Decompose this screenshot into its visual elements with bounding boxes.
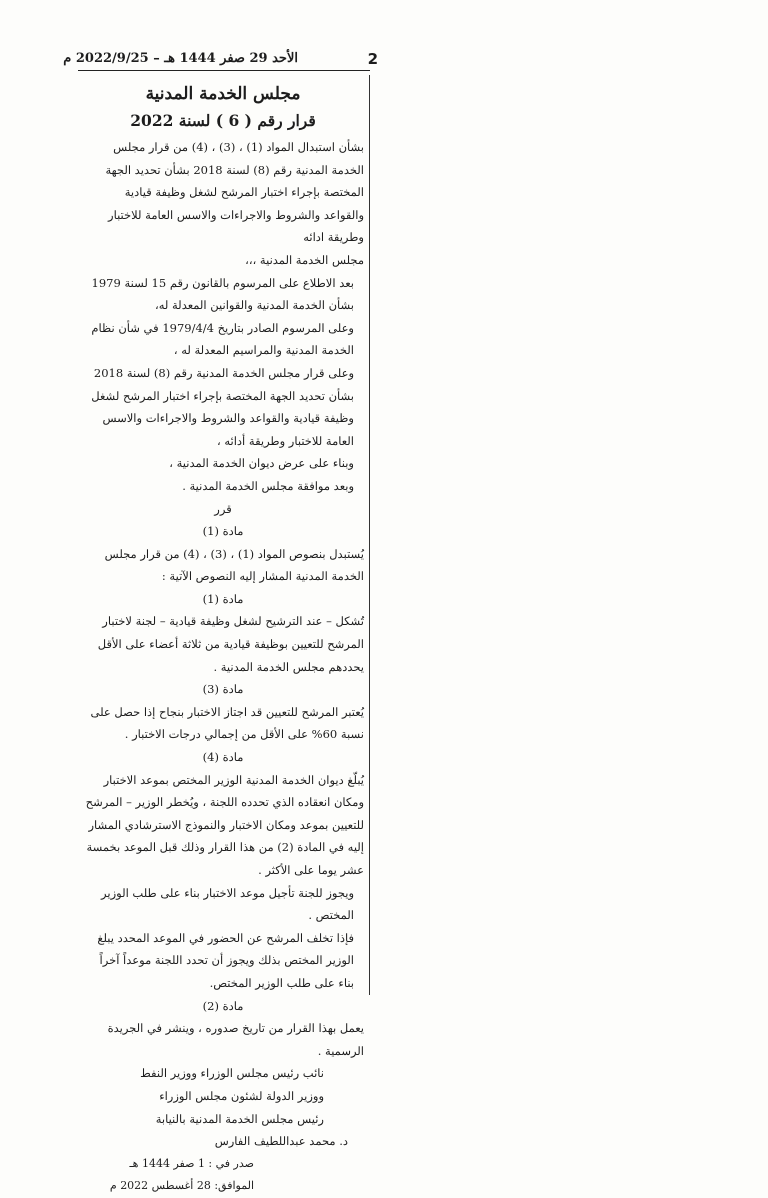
- preamble-approval: وبعد موافقة مجلس الخدمة المدنية .: [182, 478, 354, 493]
- decided-heading: قرر: [214, 501, 232, 516]
- article-1-heading: مادة (1): [202, 524, 244, 539]
- new-article-4-text: يُبلّغ ديوان الخدمة المدنية الوزير المختص بموعد الاختبار ومكان انعقاده الذي تحدده اللجنة ، ويُخطر الوزير – المرشح للتعيين بموعد ومكان الاختبار والنموذج الاسترشادي المشار إليه في المادة (2) من هذا القرار وذلك قبل الموعد بخمسة عشر يوما على الأكثر .: [85, 772, 364, 877]
- preamble-decision: وعلى قرار مجلس الخدمة المدنية رقم (8) لسنة 2018 بشأن تحديد الجهة المختصة بإجراء اختبار المرشح لشغل وظيفة قيادية والقواعد والشروط والاجراءات والاسس العامة للاختبار وطريقة أدائه ،: [91, 365, 354, 448]
- preamble-law: بعد الاطلاع على المرسوم بالقانون رقم 15 لسنة 1979 بشأن الخدمة المدنية والقوانين المعدلة له،: [91, 275, 354, 313]
- header-date: الأحد 29 صفر 1444 هـ – 2022/9/25 م: [63, 51, 298, 66]
- column-divider: [369, 75, 370, 995]
- issued-date-gregorian: الموافق: 28 أغسطس 2022 م: [109, 1179, 254, 1193]
- preamble-decree: وعلى المرسوم الصادر بتاريخ 1979/4/4 في شأن نظام الخدمة المدنية والمراسيم المعدلة له ،: [91, 320, 354, 358]
- new-article-4-absence: فإذا تخلف المرشح عن الحضور في الموعد المحدد يبلغ الوزير المختص بذلك ويجوز أن تحدد اللجنة موعداً آخراً بناء على طلب الوزير المختص.: [97, 930, 354, 990]
- new-article-1-text: تُشكل – عند الترشيح لشغل وظيفة قيادية – لجنة لاختبار المرشح للتعيين بوظيفة قيادية من ثلاثة أعضاء على الأقل يحددهم مجلس الخدمة المدنية .: [97, 614, 364, 674]
- council-address: مجلس الخدمة المدنية ،،،: [245, 252, 364, 267]
- page-header: [63, 50, 378, 72]
- council-title: مجلس الخدمة المدنية: [145, 84, 301, 104]
- decision-subject: بشأن استبدال المواد (1) ، (3) ، (4) من قرار مجلس الخدمة المدنية رقم (8) لسنة 2018 بشأن تحديد الجهة المختصة بإجراء اختبار المرشح لشغل وظيفة قيادية والقواعد والشروط والاجراءات والاسس العامة للاختبار وطريقة ادائه: [105, 140, 364, 245]
- header-rule: [78, 70, 370, 71]
- page-number: 2: [367, 50, 378, 68]
- article-2-heading: مادة (2): [202, 998, 244, 1013]
- new-article-4-postpone: ويجوز للجنة تأجيل موعد الاختبار بناء على طلب الوزير المختص .: [101, 885, 354, 923]
- new-article-3-text: يُعتبر المرشح للتعيين قد اجتاز الاختبار بنجاح إذا حصل على نسبة 60% على الأقل من إجمالي درجات الاختبار .: [90, 704, 364, 742]
- new-article-4-heading: مادة (4): [202, 750, 244, 765]
- new-article-1-heading: مادة (1): [202, 591, 244, 606]
- article-1-text: يُستبدل بنصوص المواد (1) ، (3) ، (4) من قرار مجلس الخدمة المدنية المشار إليه النصوص الآتية :: [104, 546, 364, 584]
- signature-line-1: نائب رئيس مجلس الوزراء ووزير النفط: [140, 1066, 324, 1081]
- preamble-proposal: وبناء على عرض ديوان الخدمة المدنية ،: [169, 456, 354, 471]
- signature-line-2: ووزير الدولة لشئون مجلس الوزراء: [159, 1088, 324, 1103]
- signature-line-3: رئيس مجلس الخدمة المدنية بالنيابة: [155, 1111, 324, 1126]
- issued-date-hijri: صدر في : 1 صفر 1444 هـ: [129, 1156, 254, 1170]
- document-body: [82, 80, 364, 1198]
- signatory-name: د. محمد عبداللطيف الفارس: [214, 1134, 348, 1149]
- decision-title: قرار رقم ( 6 ) لسنة 2022: [130, 111, 316, 130]
- article-2-text: يعمل بهذا القرار من تاريخ صدوره ، وينشر في الجريدة الرسمية .: [107, 1021, 364, 1058]
- new-article-3-heading: مادة (3): [202, 682, 244, 697]
